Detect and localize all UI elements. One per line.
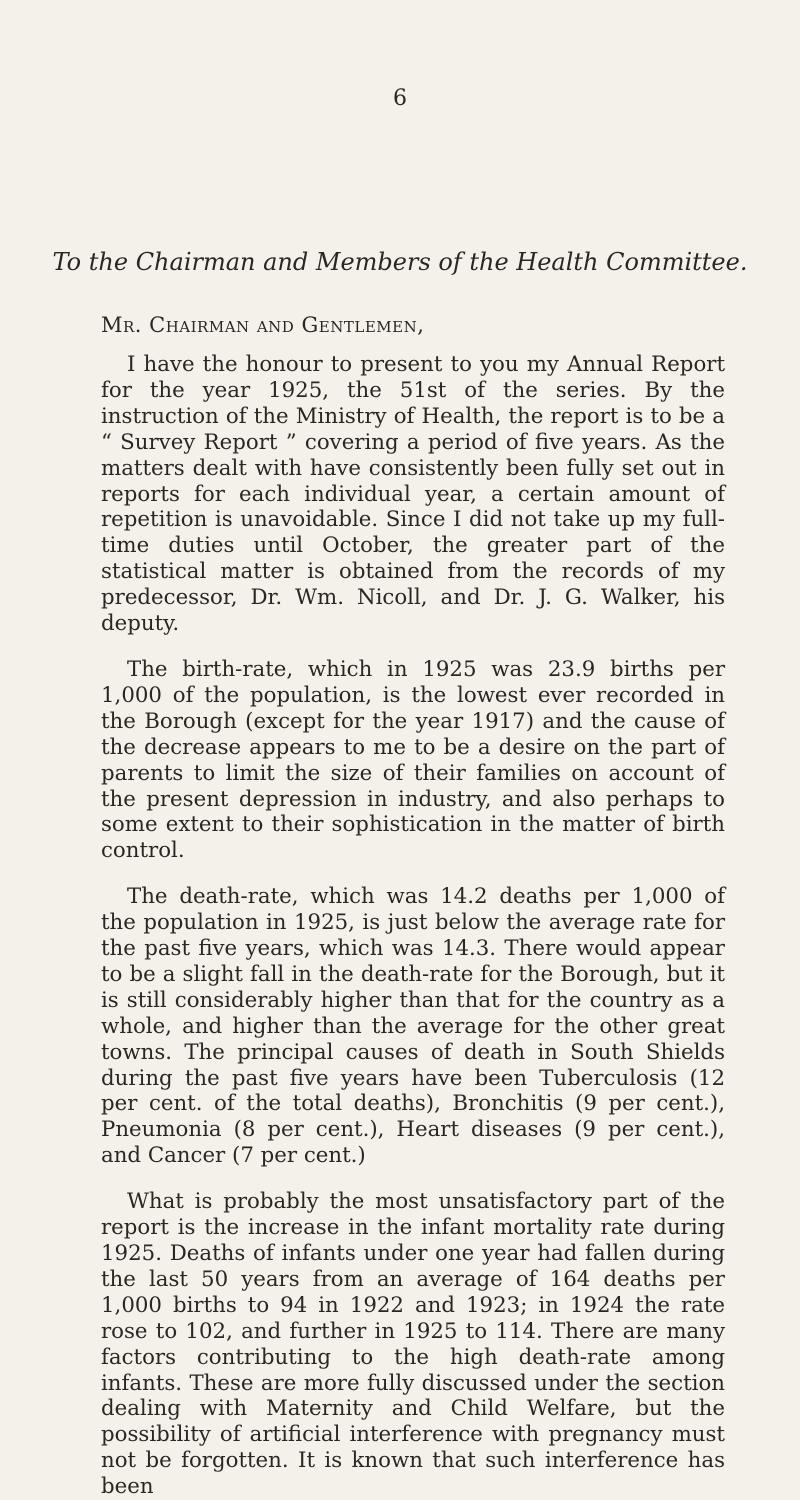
paragraph-birth-rate: The birth-rate, which in 1925 was 23.9 births per 1,000 of the population, is the lowest ever recorded in the Borough (except for the year 1917) and the cause of the decrease appears to me to be a desire on the part of parents to limit the size of their families on account of the present depression in industry, and also perhaps to some extent to their sophistication in the matter of birth control. — [101, 656, 725, 864]
paragraph-death-rate: The death-rate, which was 14.2 deaths per 1,000 of the population in 1925, is just below the average rate for the past five years, which was 14.3. There would appear to be a slight fall in the death-rate for the Borough, but it is still considerably higher than that for the country as a whole, and higher than the average for the other great towns. The principal causes of death in South Shields during the past five years have been Tuberculosis (12 per cent. of the total deaths), Bronchitis (9 per cent.), Pneumonia (8 per cent.), Heart diseases (9 per cent.), and Cancer (7 per cent.) — [101, 884, 725, 1169]
page-number: 6 — [393, 86, 407, 111]
salutation: Mr. Chairman and Gentlemen, — [101, 313, 425, 337]
page-heading: To the Chairman and Members of the Health Committee. — [52, 248, 748, 276]
body-text — [101, 352, 725, 1500]
paragraph-intro: I have the honour to present to you my Annual Report for the year 1925, the 51st of the series. By the instruction of the Ministry of Health, the report is to be a “ Survey Report ” covering a period of five years. As the matters dealt with have consistently been fully set out in reports for each individual year, a certain amount of repetition is unavoidable. Since I did not take up my full-time duties until October, the greater part of the statistical matter is obtained from the records of my predecessor, Dr. Wm. Nicoll, and Dr. J. G. Walker, his deputy. — [101, 352, 725, 637]
paragraph-infant-mortality: What is probably the most unsatisfactory part of the report is the increase in the infant mortality rate during 1925. Deaths of infants under one year had fallen during the last 50 years from an average of 164 deaths per 1,000 births to 94 in 1922 and 1923; in 1924 the rate rose to 102, and further in 1925 to 114. There are many factors contributing to the high death-rate among infants. These are more fully discussed under the section dealing with Maternity and Child Welfare, but the possibility of artificial interference with pregnancy must not be forgotten. It is known that such interference has been — [101, 1189, 725, 1500]
